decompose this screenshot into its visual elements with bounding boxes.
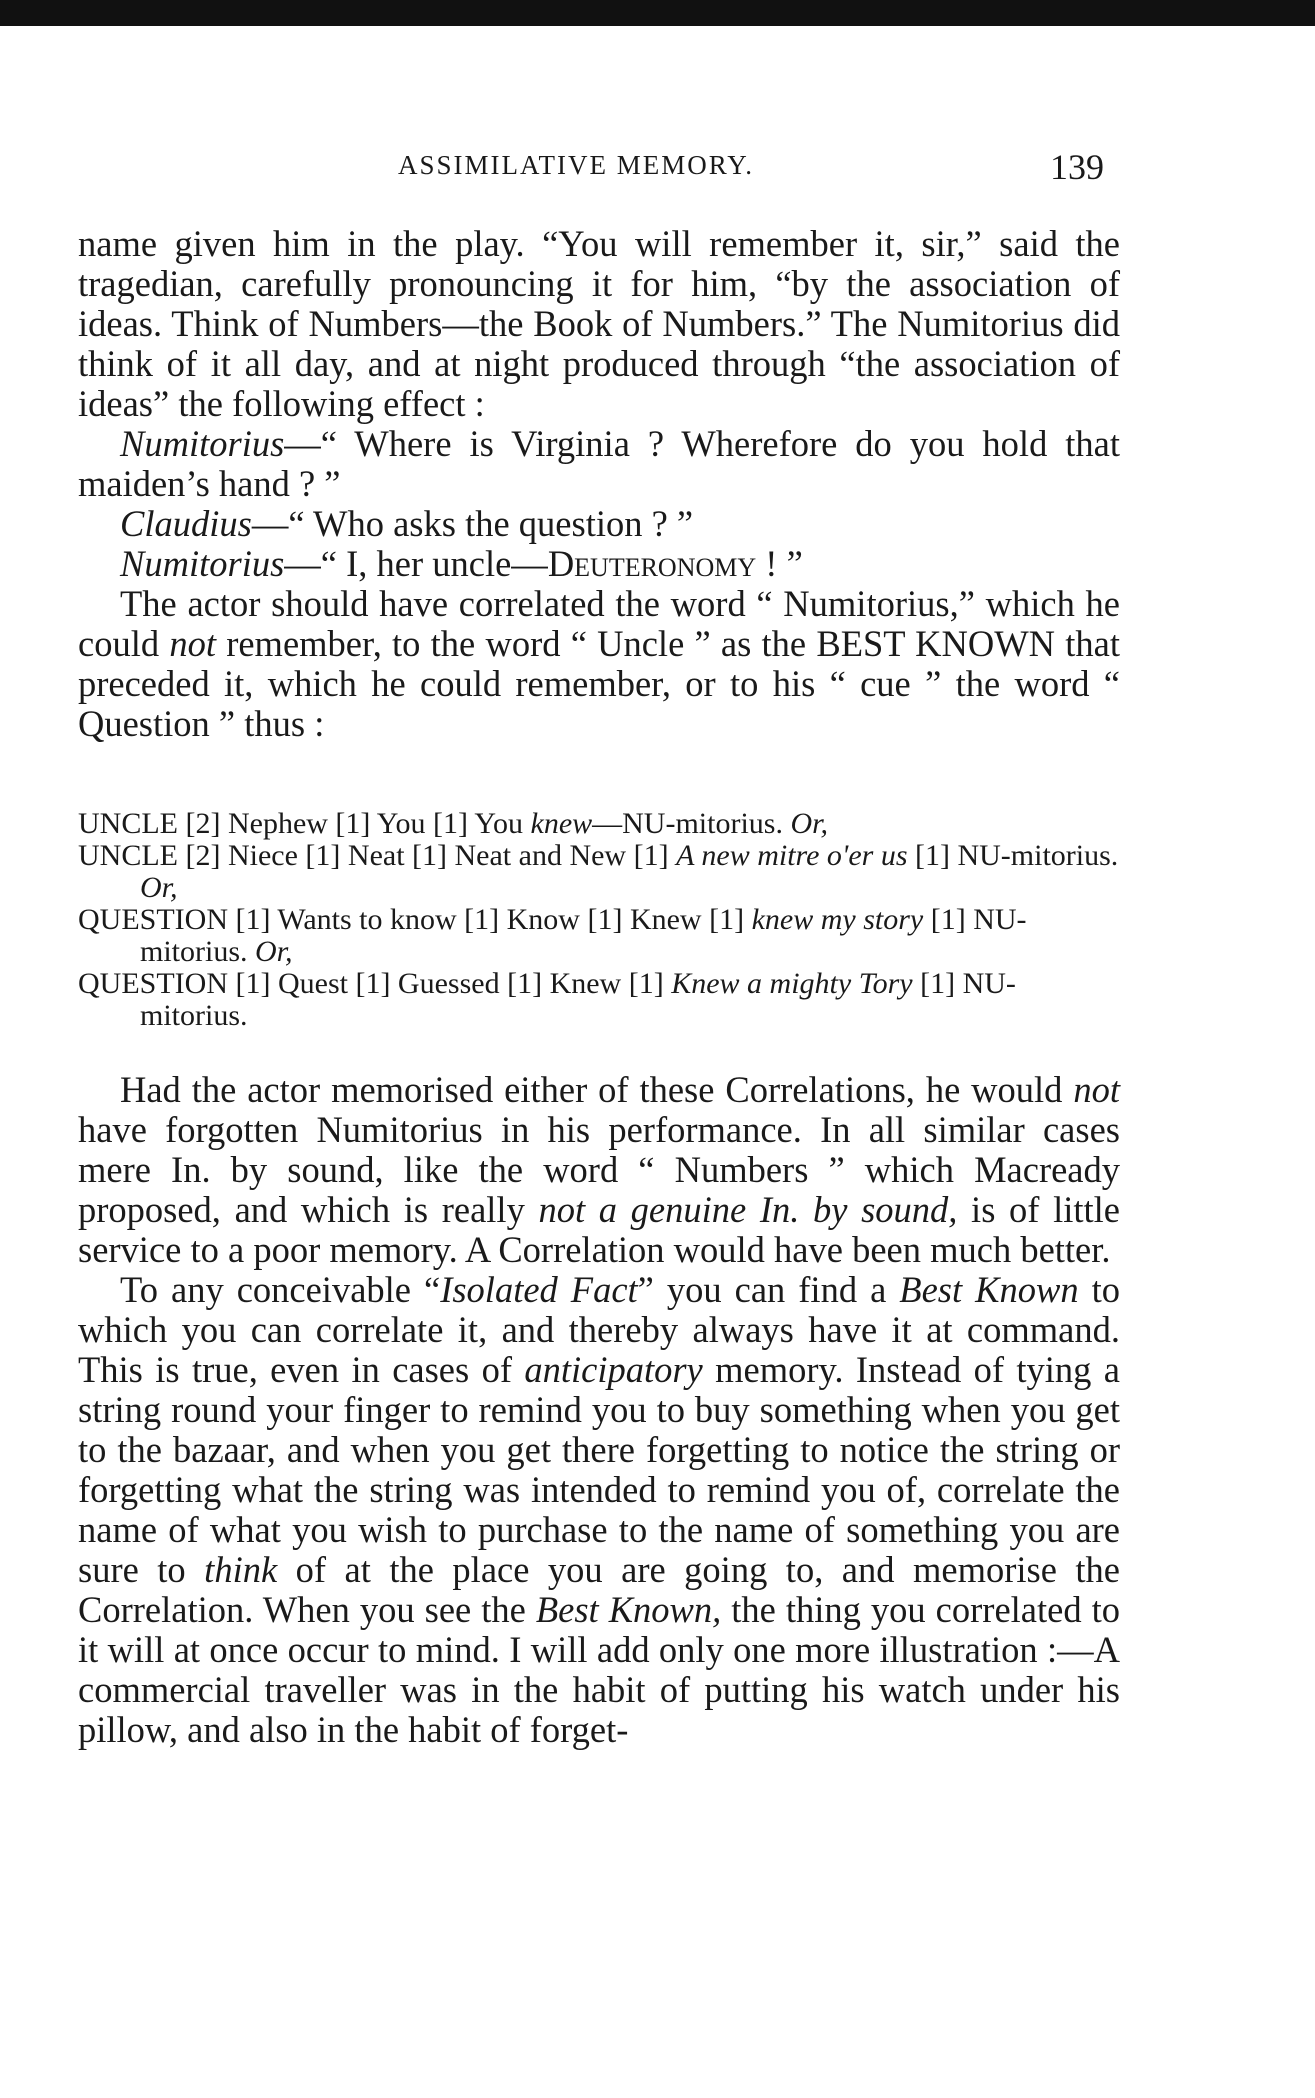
correlation-2 xyxy=(78,840,1120,904)
dialogue-line-1 xyxy=(78,424,1120,504)
dialogue-line-3 xyxy=(78,544,1120,584)
correlation-3 xyxy=(78,904,1120,968)
text-run: To any conceivable “ xyxy=(120,1269,441,1310)
text-run: ” you can find a xyxy=(637,1269,900,1310)
emphasis: knew xyxy=(530,807,593,840)
correlation-1 xyxy=(78,808,1120,840)
emphasis: Or, xyxy=(140,871,178,904)
speaker-name: Numitorius xyxy=(120,543,285,584)
small-caps-word: Deuteronomy xyxy=(547,543,757,584)
main-text-upper xyxy=(78,224,1120,744)
text-run: QUESTION [1] Wants to know [1] Know [1] Knew [1] xyxy=(78,903,752,936)
text-run: have forgotten Numitorius in his performance. In all similar cases mere In. by sound, like the word “ Numbers ” which Macready proposed, and which is really xyxy=(78,1109,1120,1230)
dialogue-end: ! ” xyxy=(756,543,803,584)
emphasis: anticipatory xyxy=(524,1349,703,1390)
speaker-name: Numitorius xyxy=(120,423,285,464)
text-run: —NU-mitorius. xyxy=(592,807,791,840)
page-number: 139 xyxy=(1050,147,1104,187)
dialogue-text: —“ Where is Virginia ? Wherefore do you hold that maiden’s hand ? ” xyxy=(78,423,1120,504)
text-run: The actor should have correlated the word “ Numitorius,” which he could xyxy=(78,583,1120,664)
text-run: remember, to the word “ Uncle ” as the BEST KNOWN that preceded it, which he could remember, or to his “ cue ” the word “ Question ” thus : xyxy=(78,623,1120,744)
dialogue-line-2 xyxy=(78,504,1120,544)
emphasis: Best Known, xyxy=(535,1589,722,1630)
emphasis: Isolated Fact xyxy=(440,1269,638,1310)
paragraph-4 xyxy=(78,1270,1120,1750)
emphasis: Or, xyxy=(790,807,828,840)
dialogue-text: —“ I, her uncle— xyxy=(284,543,548,584)
emphasis: Or, xyxy=(255,935,293,968)
paragraph-3 xyxy=(78,1070,1120,1270)
text-run: QUESTION [1] Quest [1] Guessed [1] Knew [1] xyxy=(78,967,672,1000)
scan-top-border xyxy=(0,0,1315,26)
emphasis: knew my story xyxy=(751,903,924,936)
paragraph-1: name given him in the play. “You will remember it, sir,” said the tragedian, carefully pronouncing it for him, “by the association of ideas. Think of Numbers—the Book of Numbers.” The Numitorius did think of it all day, and at night produced through “the association of ideas” the following effect : xyxy=(78,223,1120,424)
text-run: UNCLE [2] Nephew [1] You [1] You xyxy=(78,807,531,840)
text-run: the thing you correlated to it will at once occur to mind. I will add only one more illustration :—A commercial traveller was in the habit of putting his watch under his pillow, and also in the habit of forget- xyxy=(78,1589,1120,1750)
emphasis: Best Known xyxy=(899,1269,1079,1310)
dialogue-text: —“ Who asks the question ? ” xyxy=(251,503,694,544)
page-header xyxy=(0,147,1315,190)
emphasis: A new mitre o'er us xyxy=(676,839,908,872)
emphasis: think xyxy=(204,1549,278,1590)
paragraph-2 xyxy=(78,584,1120,744)
text-run: memory. Instead of tying a string round your finger to remind you to buy something when you get to the bazaar, and when you get there forgetting to notice the string or forgetting what the string was intended to remind you of, correlate the name of what you wish to purchase to the name of something you are sure to xyxy=(78,1349,1120,1590)
correlation-4 xyxy=(78,968,1120,1032)
correlation-list xyxy=(78,808,1120,1032)
speaker-name: Claudius xyxy=(120,503,252,544)
emphasis: not xyxy=(1073,1069,1120,1110)
text-run: to which you can correlate it, and thereby always have it at command. This is true, even in cases of xyxy=(78,1269,1120,1390)
emphasis: not a genuine In. by sound, xyxy=(538,1189,958,1230)
text-run: UNCLE [2] Niece [1] Neat [1] Neat and New [1] xyxy=(78,839,677,872)
running-title: ASSIMILATIVE MEMORY. xyxy=(398,150,755,180)
emphasis: not xyxy=(169,623,216,664)
text-run: Had the actor memorised either of these Correlations, he would xyxy=(120,1069,1074,1110)
main-text-lower xyxy=(78,1070,1120,1750)
text-run: [1] NU-mitorius. xyxy=(140,967,1016,1032)
emphasis: Knew a mighty Tory xyxy=(671,967,913,1000)
text-run: [1] NU-mitorius. xyxy=(140,903,1027,968)
text-run: is of little service to a poor memory. A Correlation would have been much better. xyxy=(78,1189,1120,1270)
text-run: of at the place you are going to, and memorise the Correlation. When you see the xyxy=(78,1549,1120,1630)
text-run: [1] NU-mitorius. xyxy=(907,839,1119,872)
